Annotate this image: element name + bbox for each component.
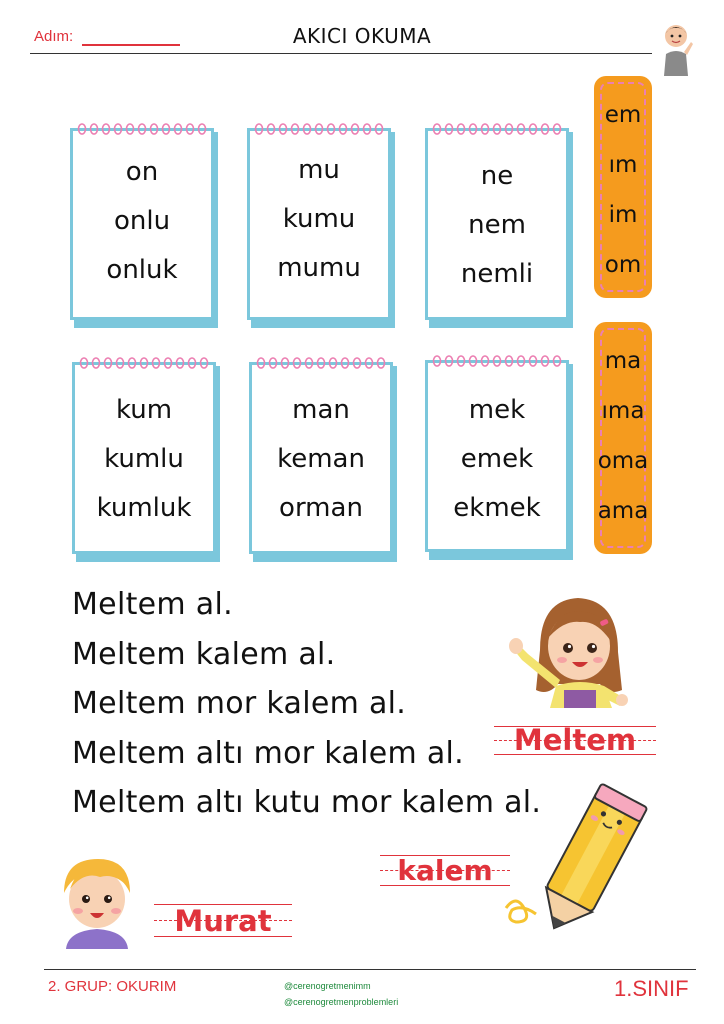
card-word: on <box>125 157 159 187</box>
card-word: man <box>292 395 350 425</box>
reading-sentences <box>72 580 541 828</box>
card-word: kumluk <box>96 493 192 523</box>
social-handles <box>284 978 398 1010</box>
syllable: em <box>604 102 642 128</box>
tracing-word: Murat <box>174 904 272 938</box>
social-handle[interactable]: @cerenogretmenproblemleri <box>284 997 399 1007</box>
tracing-murat <box>154 902 292 938</box>
sentence: Meltem mor kalem al. <box>72 686 407 722</box>
grade-label: 1.SINIF <box>614 976 689 1001</box>
syllable: ım <box>608 152 638 178</box>
syllable: ma <box>604 348 642 374</box>
card-word: ne <box>480 161 514 191</box>
footer-divider <box>44 969 696 970</box>
spiral-rings-icon <box>431 352 563 370</box>
word-card-1 <box>70 124 218 324</box>
card-word: onlu <box>113 206 171 236</box>
card-word: mu <box>298 155 340 185</box>
header-divider <box>30 53 652 54</box>
syllable: oma <box>597 448 649 474</box>
page-title: AKICI OKUMA <box>292 24 432 48</box>
card-word: nemli <box>460 259 534 289</box>
boy-icon <box>60 855 134 949</box>
tracing-kalem <box>380 853 510 887</box>
word-card-6 <box>425 356 573 556</box>
card-word: nem <box>468 210 526 240</box>
sentence: Meltem kalem al. <box>72 636 336 672</box>
card-word: kumlu <box>104 444 184 474</box>
social-handle[interactable]: @cerenogretmenimm <box>284 981 371 991</box>
word-card-4 <box>72 358 220 558</box>
card-word: keman <box>277 444 365 474</box>
card-word: mek <box>468 395 526 425</box>
card-word: mumu <box>277 253 361 283</box>
tracing-meltem <box>494 720 656 760</box>
card-word: orman <box>279 493 363 523</box>
card-word: emek <box>460 444 534 474</box>
card-word: kumu <box>282 204 356 234</box>
word-card-5 <box>249 358 397 558</box>
card-word: ekmek <box>453 493 541 523</box>
syllable: im <box>608 202 638 228</box>
name-label: Adım: <box>34 28 74 45</box>
spiral-rings-icon <box>253 120 385 138</box>
card-word: kum <box>115 395 173 425</box>
word-card-3 <box>425 124 573 324</box>
girl-waving-icon <box>500 590 636 708</box>
tracing-word: Meltem <box>513 723 637 757</box>
syllable-strip-2 <box>594 322 652 554</box>
teacher-avatar-icon <box>658 22 694 76</box>
sentence: Meltem altı kutu mor kalem al. <box>72 785 542 821</box>
sentence: Meltem altı mor kalem al. <box>72 735 464 771</box>
word-card-2 <box>247 124 395 324</box>
spiral-rings-icon <box>76 120 208 138</box>
spiral-rings-icon <box>78 354 210 372</box>
syllable-strip-1 <box>594 76 652 298</box>
card-word: onluk <box>106 255 178 285</box>
tracing-word: kalem <box>397 854 493 887</box>
group-label: 2. GRUP: OKURIM <box>48 978 177 995</box>
sentence: Meltem al. <box>72 587 233 622</box>
pencil-icon <box>502 780 648 940</box>
syllable: ama <box>597 498 649 524</box>
spiral-rings-icon <box>431 120 563 138</box>
syllable: ıma <box>601 398 645 424</box>
syllable: om <box>604 252 642 278</box>
spiral-rings-icon <box>255 354 387 372</box>
